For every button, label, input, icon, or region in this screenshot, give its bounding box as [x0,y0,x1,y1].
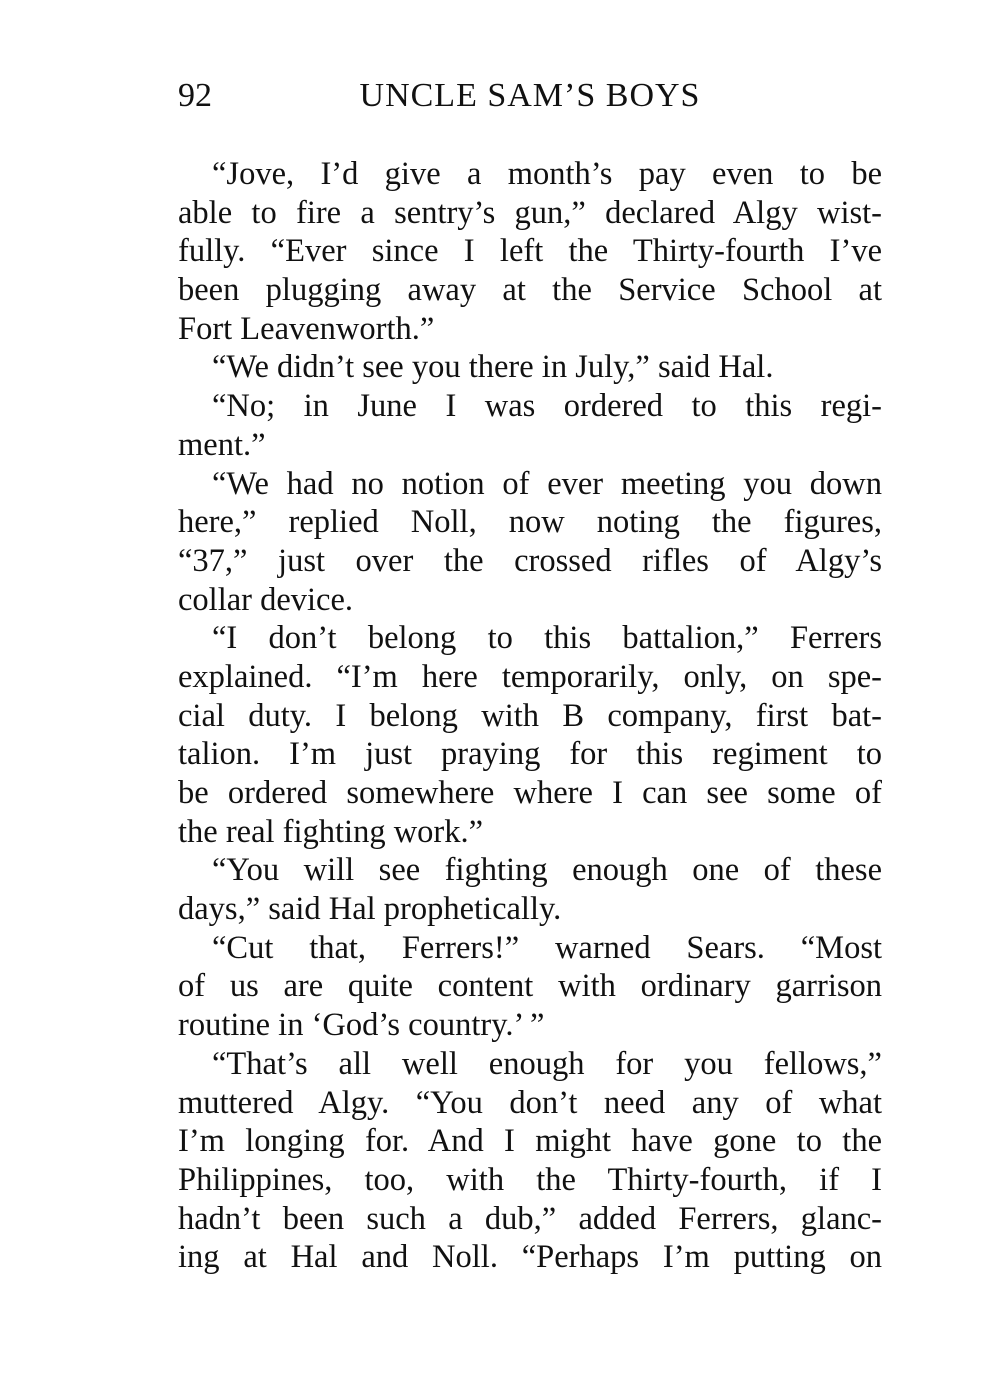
text-line: been plugging away at the Service School at [178,272,882,309]
running-title: UNCLE SAM’S BOYS [359,77,701,114]
text-line: “Cut that, Ferrers!” warned Sears. “Most [212,929,882,966]
text-line: ing at Hal and Noll. “Perhaps I’m putting on [178,1239,882,1276]
text-line: “We didn’t see you there in July,” said Hal. [212,349,774,386]
text-line: I’m longing for. And I might have gone to the [178,1123,882,1160]
text-line: routine in ‘God’s country.’ ” [178,1007,545,1044]
text-line: “That’s all well enough for you fellows,” [212,1045,882,1082]
text-line: cial duty. I belong with B company, first bat- [178,697,882,734]
text-line: the real fighting work.” [178,813,484,850]
text-line: here,” replied Noll, now noting the figures, [178,504,882,541]
text-line: “No; in June I was ordered to this regi- [212,388,882,425]
text-line: of us are quite content with ordinary garrison [178,968,882,1005]
page-header [178,74,882,118]
text-line: Philippines, too, with the Thirty-fourth, if I [178,1161,882,1198]
text-line: “I don’t belong to this battalion,” Ferrers [212,620,882,657]
text-line: collar device. [178,581,354,618]
text-line: explained. “I’m here temporarily, only, on spe- [178,658,882,695]
text-line: “37,” just over the crossed rifles of Algy’s [178,542,882,579]
text-line: talion. I’m just praying for this regiment to [178,736,882,773]
page-number: 92 [178,77,212,114]
text-line: fully. “Ever since I left the Thirty-fourth I’ve [178,233,882,270]
text-line: days,” said Hal prophetically. [178,891,562,928]
text-line: “Jove, I’d give a month’s pay even to be [212,156,882,192]
text-line: muttered Algy. “You don’t need any of what [178,1084,882,1121]
text-line: be ordered somewhere where I can see some of [178,775,882,811]
text-line: Fort Leavenworth.” [178,310,435,347]
text-line: ment.” [178,426,266,463]
text-line: hadn’t been such a dub,” added Ferrers, glanc- [178,1200,882,1237]
text-line: “You will see fighting enough one of these [212,852,882,889]
text-line: able to fire a sentry’s gun,” declared Algy wist- [178,194,882,231]
text-line: “We had no notion of ever meeting you down [212,465,882,502]
body-text [178,155,882,1277]
